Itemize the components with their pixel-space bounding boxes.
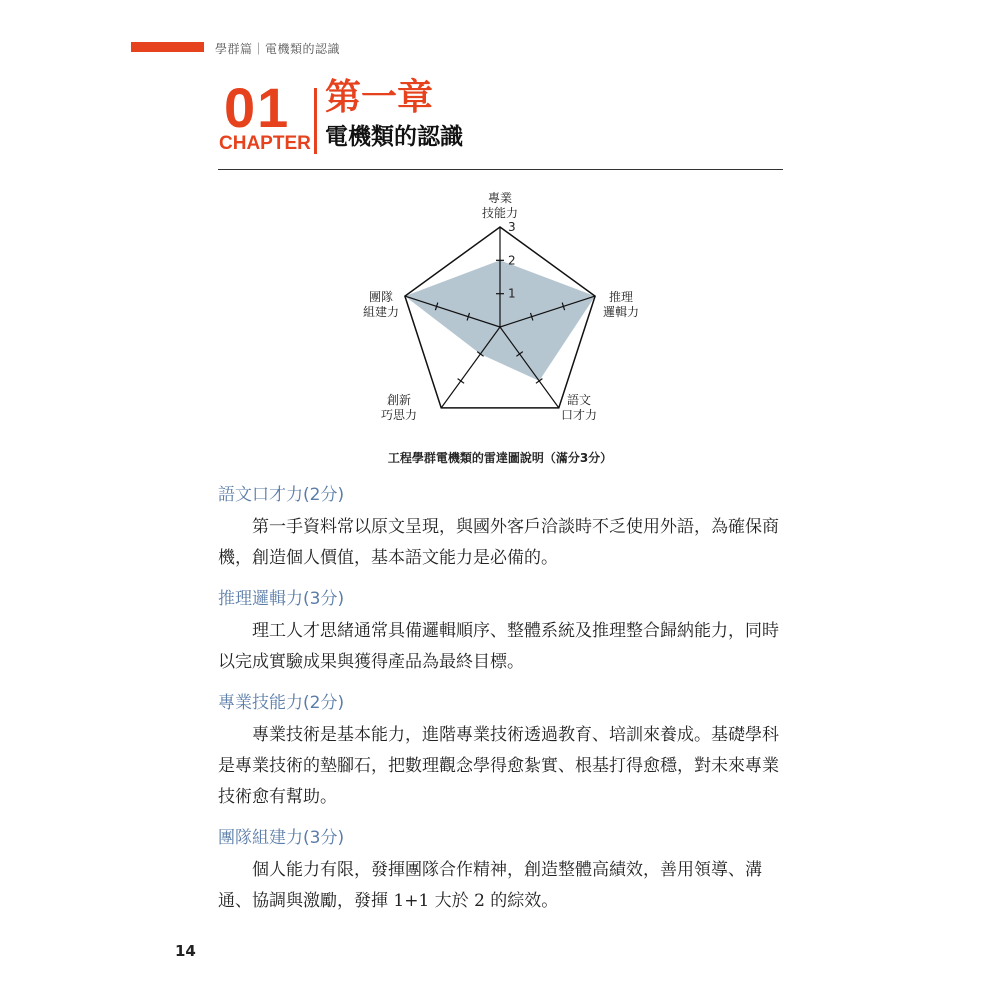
section-skill: [218, 692, 783, 813]
radar-axis-label: 創新: [386, 393, 412, 407]
section-body: 個人能力有限，發揮團隊合作精神，創造整體高績效，善用領導、溝通、協調與激勵，發揮 1+1 大於 2 的綜效。: [218, 860, 762, 911]
section-heading: 語文口才力(2分): [218, 485, 345, 505]
chapter-title: 第一章: [325, 77, 434, 118]
section-language: [218, 484, 783, 574]
header-accent-bar: [131, 42, 204, 52]
radar-axis-label: 推理: [608, 290, 634, 304]
radar-tick: [458, 379, 465, 384]
radar-chart: [340, 185, 660, 440]
chapter-number: 01: [224, 76, 291, 139]
chapter-divider: [314, 88, 317, 154]
radar-scale-label: 2: [508, 253, 516, 268]
section-logic: [218, 588, 783, 678]
radar-layer: [363, 190, 639, 422]
radar-axis-label: 組建力: [362, 305, 400, 319]
section-body: 第一手資料常以原文呈現，與國外客戶洽談時不乏使用外語，為確保商機，創造個人價值，基本語文能力是必備的。: [218, 517, 779, 568]
section-body: 專業技術是基本能力，進階專業技術透過教育、培訓來養成。基礎學科是專業技術的墊腳石，把數理觀念學得愈紮實、根基打得愈穩，對未來專業技術愈有幫助。: [218, 725, 779, 807]
radar-axis-label: 口才力: [560, 408, 598, 422]
chapter-subtitle: 電機類的認識: [325, 124, 463, 150]
header-rule: [218, 169, 783, 170]
section-heading: 專業技能力(2分): [218, 693, 345, 713]
section-body: 理工人才思緒通常具備邏輯順序、整體系統及推理整合歸納能力，同時以完成實驗成果與獲得產品為最終目標。: [218, 621, 779, 672]
radar-axis-label: 巧思力: [380, 408, 418, 422]
section-heading: 推理邏輯力(3分): [218, 589, 345, 609]
radar-scale-label: 1: [508, 286, 516, 301]
section-heading: 團隊組建力(3分): [218, 828, 345, 848]
radar-axis-label: 團隊: [368, 290, 394, 304]
radar-axis-label: 語文: [566, 393, 592, 407]
radar-axis-label: 邏輯力: [602, 305, 640, 319]
radar-axis-label: 技能力: [481, 206, 519, 220]
page-number: 14: [175, 942, 196, 960]
running-head: 學群篇｜電機類的認識: [215, 42, 341, 56]
radar-scale-label: 3: [508, 220, 516, 234]
radar-axis-label: 專業: [487, 191, 513, 205]
section-team: [218, 827, 783, 917]
chart-caption: 工程學群電機類的雷達圖說明（滿分3分）: [387, 451, 613, 465]
chapter-label: CHAPTER: [219, 133, 311, 154]
